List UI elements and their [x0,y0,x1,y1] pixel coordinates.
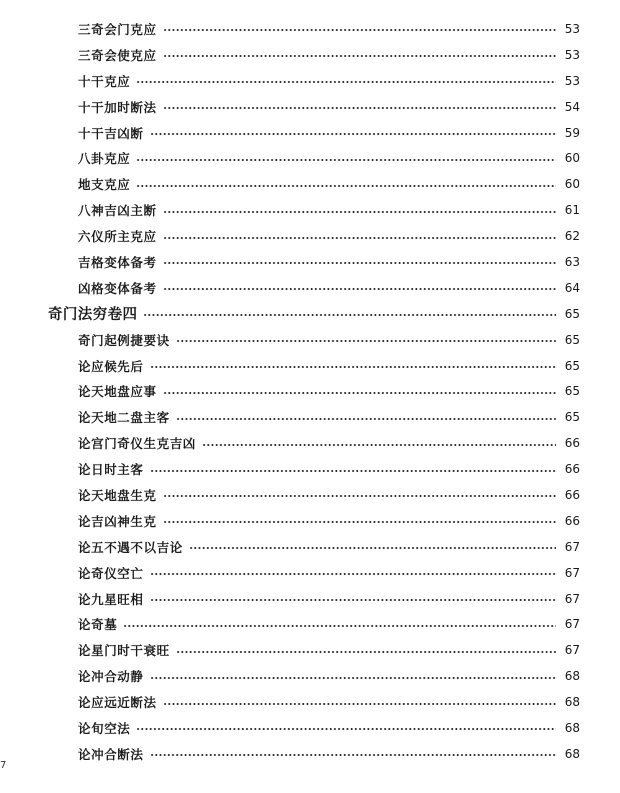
toc-entry-title: 论奇仪空亡 [78,565,144,581]
toc-entry[interactable] [0,404,580,430]
toc-entry[interactable] [0,120,580,146]
toc-entry[interactable] [0,68,580,94]
toc-entry-page-number: 53 [564,21,580,36]
toc-entry[interactable] [0,508,580,534]
dot-leader [189,547,556,549]
toc-entry-page-number: 67 [564,617,580,632]
toc-entry-page-number: 65 [564,410,580,425]
table-of-contents [0,16,620,767]
dot-leader [176,418,556,420]
dot-leader [143,314,556,316]
dot-leader [202,444,556,446]
toc-entry-title: 论应远近断法 [78,695,157,711]
toc-entry-title: 论吉凶神生克 [78,513,157,529]
dot-leader [150,754,556,756]
toc-entry-page-number: 63 [564,254,580,269]
toc-entry-page-number: 65 [564,332,580,347]
toc-entry[interactable] [0,715,580,741]
toc-entry-page-number: 65 [564,306,580,321]
toc-entry[interactable] [0,534,580,560]
toc-entry-page-number: 60 [564,151,580,166]
dot-leader [163,237,556,239]
dot-leader [163,703,556,705]
toc-entry-page-number: 62 [564,229,580,244]
toc-entry-title: 地支克应 [78,177,131,193]
dot-leader [150,366,556,368]
dot-leader [150,677,556,679]
toc-entry[interactable] [0,171,580,197]
toc-entry-title: 论日时主客 [78,462,144,478]
dot-leader [163,392,556,394]
dot-leader [136,185,556,187]
toc-entry-page-number: 67 [564,643,580,658]
toc-entry-title: 吉格变体备考 [78,254,157,270]
dot-leader [163,107,556,109]
toc-entry-title: 奇门起例捷要诀 [78,332,170,348]
toc-entry[interactable] [0,145,580,171]
toc-entry-title: 八神吉凶主断 [78,203,157,219]
toc-entry-title: 论冲合断法 [78,746,144,762]
toc-entry-page-number: 67 [564,539,580,554]
toc-entry-title: 论天地二盘主客 [78,410,170,426]
toc-entry-page-number: 67 [564,565,580,580]
toc-entry[interactable] [0,482,580,508]
toc-entry[interactable] [0,663,580,689]
toc-entry[interactable] [0,689,580,715]
dot-leader [163,288,556,290]
dot-leader [150,470,556,472]
toc-entry-title: 六仪所主克应 [78,229,157,245]
toc-entry-title: 论九星旺相 [78,591,144,607]
toc-entry-page-number: 66 [564,462,580,477]
toc-entry[interactable] [0,197,580,223]
toc-entry-title: 论奇墓 [78,617,118,633]
dot-leader [136,728,556,730]
toc-chapter-entry[interactable] [0,301,580,327]
toc-entry-title: 十干吉凶断 [78,125,144,141]
toc-entry[interactable] [0,327,580,353]
dot-leader [176,340,556,342]
toc-entry-title: 凶格变体备考 [78,280,157,296]
toc-entry[interactable] [0,378,580,404]
toc-entry[interactable] [0,16,580,42]
toc-entry-title: 论冲合动静 [78,669,144,685]
toc-entry[interactable] [0,223,580,249]
toc-entry-page-number: 67 [564,591,580,606]
dot-leader [150,573,556,575]
toc-entry-page-number: 68 [564,695,580,710]
toc-entry-page-number: 68 [564,720,580,735]
toc-entry-title: 论天地盘应事 [78,384,157,400]
toc-entry-title: 论星门时干衰旺 [78,643,170,659]
toc-entry[interactable] [0,637,580,663]
toc-entry-page-number: 65 [564,358,580,373]
toc-entry-title: 十干克应 [78,73,131,89]
dot-leader [163,211,556,213]
toc-entry-page-number: 64 [564,280,580,295]
dot-leader [163,262,556,264]
toc-entry-page-number: 53 [564,73,580,88]
dot-leader [150,599,556,601]
toc-entry-page-number: 60 [564,177,580,192]
dot-leader [150,133,556,135]
toc-entry-title: 十干加时断法 [78,99,157,115]
toc-entry-title: 论应候先后 [78,358,144,374]
toc-entry-page-number: 68 [564,669,580,684]
toc-entry-title: 三奇会使克应 [78,47,157,63]
toc-entry-page-number: 53 [564,47,580,62]
toc-entry-title: 论天地盘生克 [78,487,157,503]
toc-entry-title: 论五不遇不以吉论 [78,539,183,555]
toc-entry[interactable] [0,611,580,637]
dot-leader [123,625,556,627]
toc-entry-page-number: 66 [564,436,580,451]
toc-entry[interactable] [0,741,580,767]
toc-entry-title: 论宫门奇仪生克吉凶 [78,436,196,452]
dot-leader [136,81,556,83]
dot-leader [176,651,556,653]
dot-leader [136,159,556,161]
toc-entry-page-number: 66 [564,513,580,528]
toc-entry[interactable] [0,42,580,68]
toc-entry[interactable] [0,275,580,301]
dot-leader [163,495,556,497]
toc-entry-page-number: 61 [564,203,580,218]
toc-entry-title: 八卦克应 [78,151,131,167]
toc-entry-page-number: 59 [564,125,580,140]
toc-entry[interactable] [0,456,580,482]
toc-entry[interactable] [0,353,580,379]
dot-leader [163,521,556,523]
toc-entry-page-number: 65 [564,384,580,399]
dot-leader [163,29,556,31]
toc-entry[interactable] [0,430,580,456]
toc-entry-title: 奇门法穷卷四 [48,306,138,324]
toc-entry[interactable] [0,94,580,120]
toc-entry-page-number: 68 [564,746,580,761]
toc-entry[interactable] [0,586,580,612]
toc-entry-title: 论旬空法 [78,720,131,736]
toc-entry-title: 三奇会门克应 [78,21,157,37]
page-edge-mark: 7 [0,760,7,771]
toc-entry-page-number: 66 [564,487,580,502]
toc-entry[interactable] [0,560,580,586]
toc-entry-page-number: 54 [564,99,580,114]
toc-entry[interactable] [0,249,580,275]
dot-leader [163,55,556,57]
